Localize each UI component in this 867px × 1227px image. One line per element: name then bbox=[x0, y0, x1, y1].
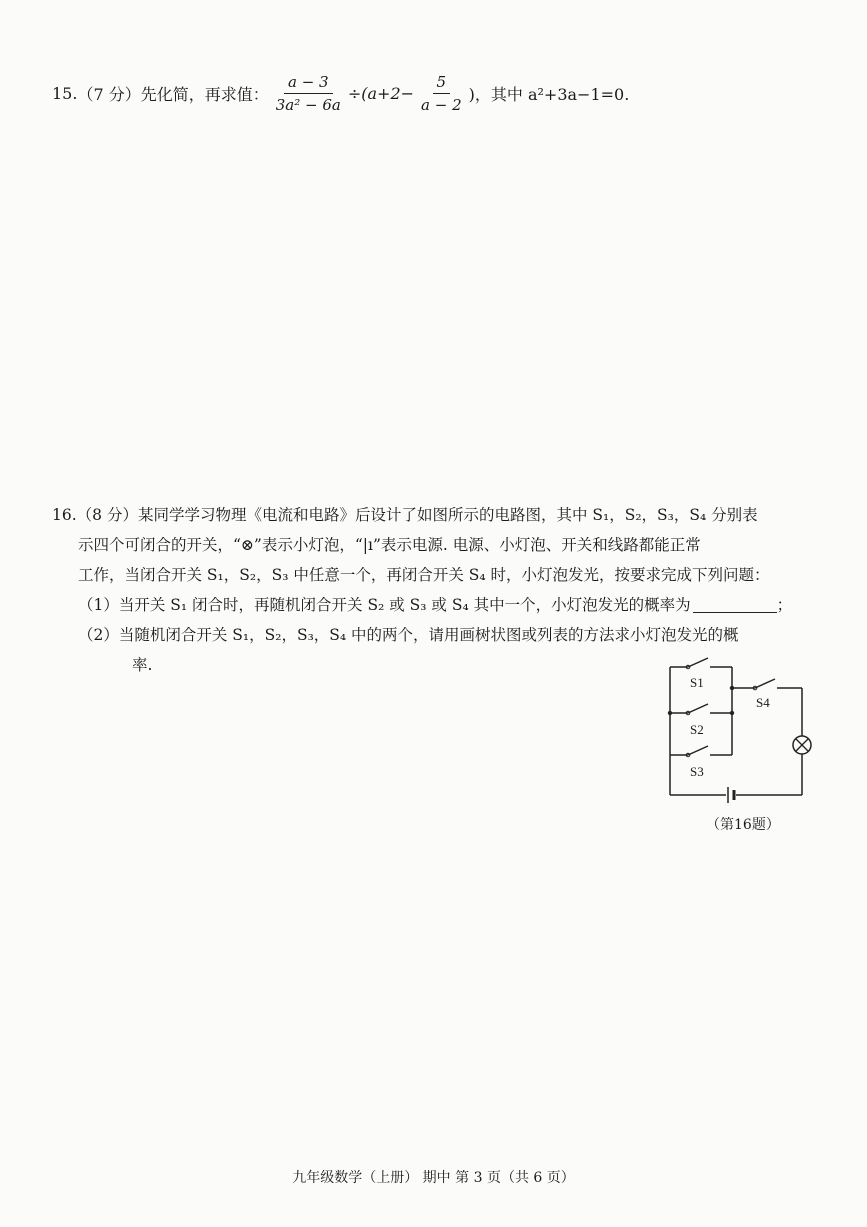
answer-blank[interactable] bbox=[693, 594, 777, 613]
switch-label-s2: S2 bbox=[690, 722, 704, 737]
q15-fraction-2 bbox=[417, 72, 466, 115]
q15-frac1-denominator: 3a² − 6a bbox=[275, 96, 341, 114]
switch-label-s1: S1 bbox=[690, 675, 704, 690]
q16-line-1: 16.（8 分）某同学学习物理《电流和电路》后设计了如图所示的电路图，其中 S₁，S₂，S₃，S₄ 分别表 bbox=[52, 506, 758, 524]
q15-paren-close: )，其中 a²+3a−1=0. bbox=[468, 85, 630, 104]
figure-caption: （第16题） bbox=[706, 817, 780, 833]
page-footer: 九年级数学（上册） 期中 第 3 页（共 6 页） bbox=[292, 1170, 575, 1186]
battery-icon bbox=[728, 787, 734, 803]
question-16 bbox=[52, 500, 832, 680]
bulb-icon bbox=[793, 736, 811, 754]
q15-points: （7 分） bbox=[77, 85, 141, 104]
question-15 bbox=[52, 72, 629, 115]
q16-part-2-cont: 率. bbox=[132, 656, 153, 674]
q16-part-1 bbox=[52, 590, 832, 620]
q16-part-1-end: ； bbox=[776, 596, 793, 614]
q15-number: 15. bbox=[52, 84, 78, 103]
q15-frac2-numerator: 5 bbox=[433, 72, 451, 94]
circuit-diagram bbox=[660, 655, 820, 805]
q16-line-3: 工作，当闭合开关 S₁，S₂，S₃ 中任意一个，再闭合开关 S₄ 时，小灯泡发光，按要求完成下列问题： bbox=[78, 566, 770, 584]
q15-instruction: 先化简，再求值： bbox=[140, 85, 269, 104]
q15-divide-sign: ÷ bbox=[347, 84, 362, 103]
q16-part-2: （2）当随机闭合开关 S₁，S₂，S₃，S₄ 中的两个，请用画树状图或列表的方法求小灯泡发光的概 bbox=[78, 626, 739, 644]
q16-line-2: 示四个可闭合的开关，“⊗”表示小灯泡，“|ı”表示电源. 电源、小灯泡、开关和线路都能正常 bbox=[78, 536, 701, 554]
q15-frac2-denominator: a − 2 bbox=[421, 96, 462, 114]
q15-paren-open: (a+2− bbox=[361, 84, 415, 103]
switch-label-s3: S3 bbox=[690, 764, 704, 779]
q15-frac1-numerator: a − 3 bbox=[284, 72, 333, 94]
q15-fraction-1 bbox=[272, 72, 345, 115]
switch-label-s4: S4 bbox=[756, 695, 770, 710]
q16-part-1-text: （1）当开关 S₁ 闭合时，再随机闭合开关 S₂ 或 S₃ 或 S₄ 其中一个，小灯泡发光的概率为 bbox=[78, 596, 691, 614]
